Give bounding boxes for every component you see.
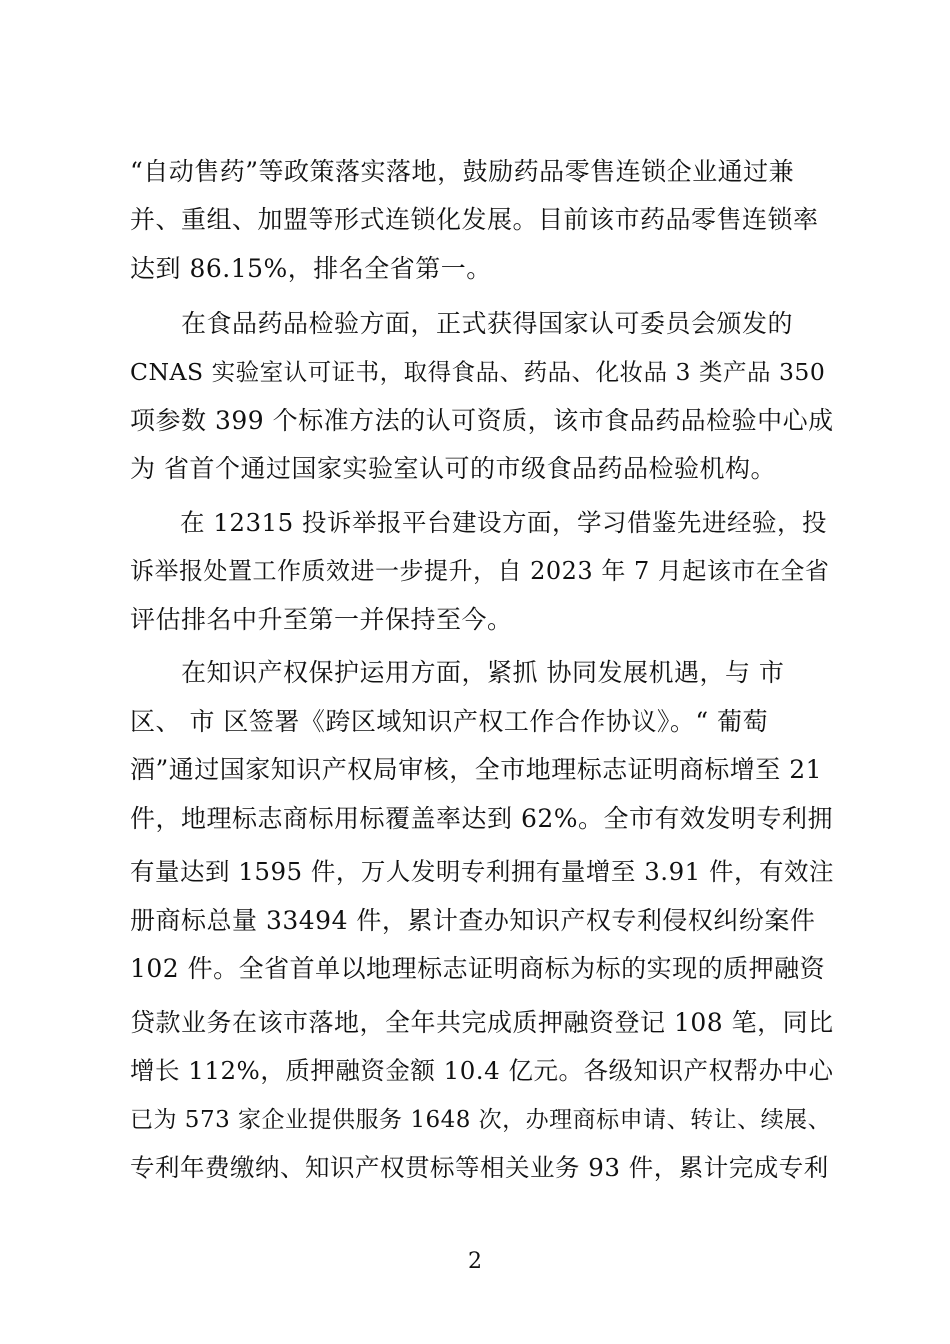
text-line: 有量达到 1595 件，万人发明专利拥有量增至 3.91 件，有效注 <box>130 857 835 886</box>
text-line: 102 件。全省首单以地理标志证明商标为标的实现的质押融资 <box>130 954 826 983</box>
text-line: “自动售药”等政策落实落地，鼓励药品零售连锁企业通过兼 <box>130 157 795 186</box>
text-line: 专利年费缴纳、知识产权贯标等相关业务 93 件，累计完成专利 <box>130 1153 829 1182</box>
text-line: 已为 573 家企业提供服务 1648 次，办理商标申请、转让、续展、 <box>130 1107 832 1133</box>
text-line: 贷款业务在该市落地，全年共完成质押融资登记 108 笔，同比 <box>130 1008 834 1037</box>
page-number: 2 <box>468 1249 482 1274</box>
text-line: 在知识产权保护运用方面，紧抓 协同发展机遇，与 市 <box>130 658 785 687</box>
text-line: 评估排名中升至第一并保持至今。 <box>130 605 513 634</box>
text-line: 酒”通过国家知识产权局审核，全市地理标志证明商标增至 21 <box>130 755 823 784</box>
text-line: 增长 112%，质押融资金额 10.4 亿元。各级知识产权帮办中心 <box>130 1056 834 1085</box>
text-line: 并、重组、加盟等形式连锁化发展。目前该市药品零售连锁率 <box>130 205 819 234</box>
text-line: 诉举报处置工作质效进一步提升，自 2023 年 7 月起该市在全省 <box>130 557 830 585</box>
text-line: 区、 市 区签署《跨区域知识产权工作合作协议》。“ 葡萄 <box>130 707 769 736</box>
text-line: CNAS 实验室认可证书，取得食品、药品、化妆品 3 类产品 350 <box>130 358 826 386</box>
text-line: 为 省首个通过国家实验室认可的市级食品药品检验机构。 <box>130 454 776 483</box>
text-line: 件，地理标志商标用标覆盖率达到 62%。全市有效发明专利拥 <box>130 804 834 833</box>
text-line: 在食品药品检验方面，正式获得国家认可委员会颁发的 <box>130 309 794 338</box>
text-line: 达到 86.15%，排名全省第一。 <box>130 254 492 283</box>
text-line: 册商标总量 33494 件，累计查办知识产权专利侵权纠纷案件 <box>130 906 816 935</box>
text-line: 项参数 399 个标准方法的认可资质，该市食品药品检验中心成 <box>130 406 834 435</box>
text-line: 在 12315 投诉举报平台建设方面，学习借鉴先进经验，投 <box>130 508 828 537</box>
